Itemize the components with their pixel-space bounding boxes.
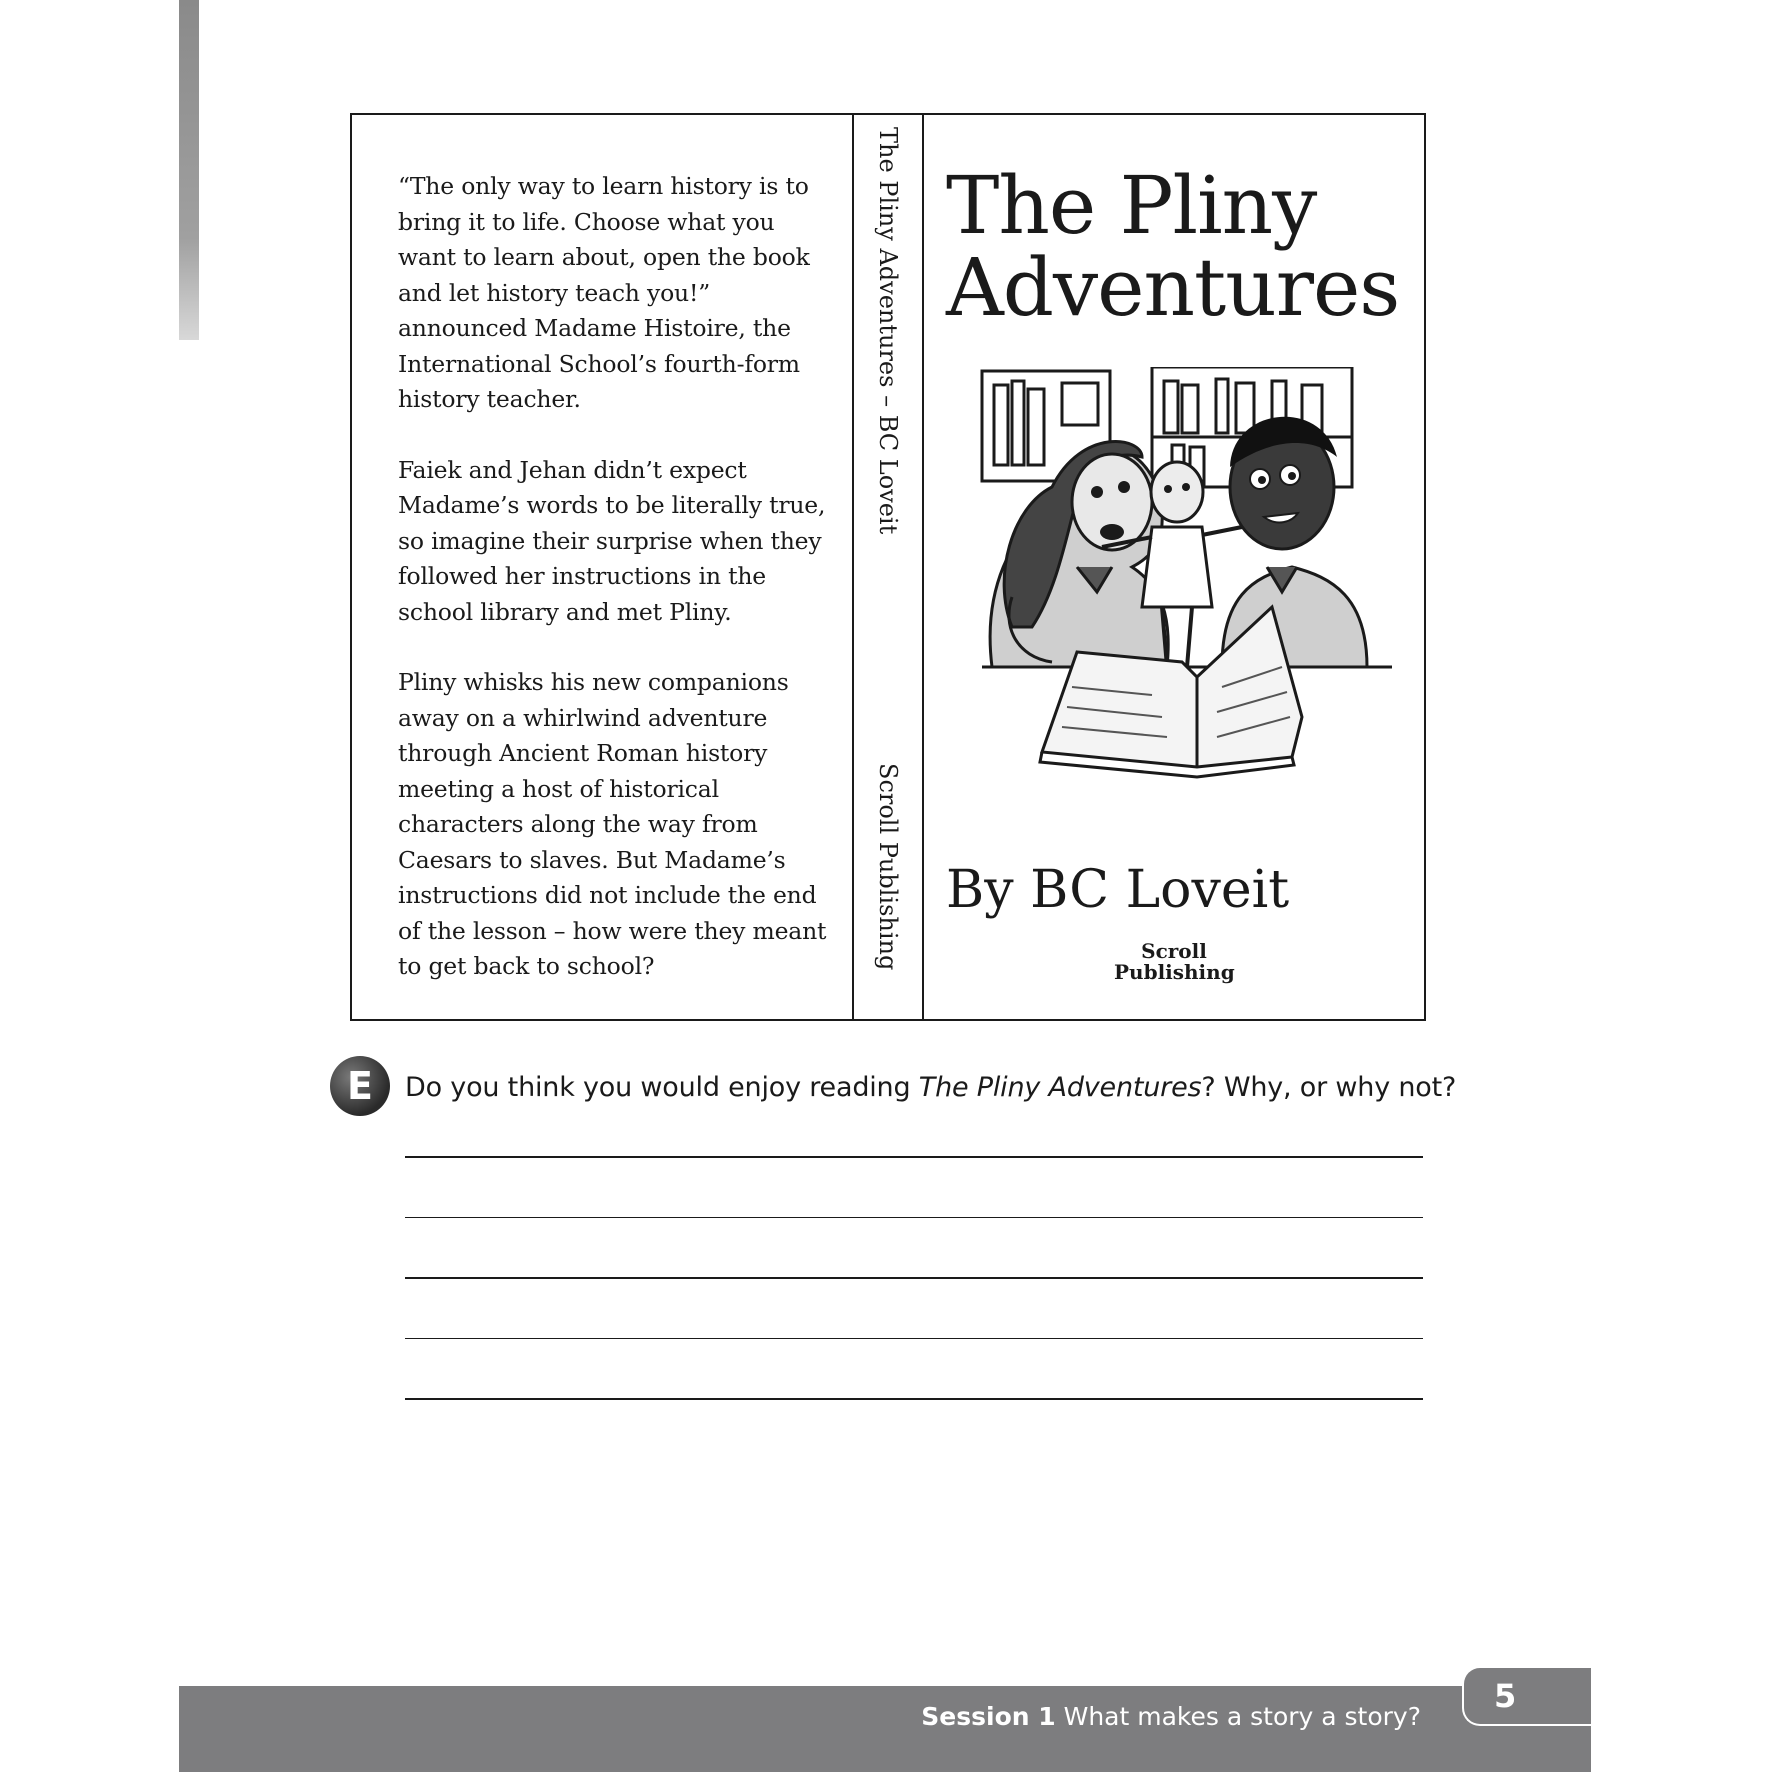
book-author: By BC Loveit	[946, 860, 1290, 920]
answer-line[interactable]	[405, 1338, 1423, 1340]
answer-line[interactable]	[405, 1217, 1423, 1219]
question-text-part: Do you think you would enjoy reading	[405, 1072, 919, 1103]
publisher-logo-line: Publishing	[1114, 960, 1235, 984]
question-book-title: The Pliny Adventures	[918, 1072, 1202, 1103]
book-title-line: The Pliny	[946, 159, 1317, 252]
blurb-paragraph: Pliny whisks his new companions away on a whirlwind adventure through Ancient Roman history meeting a host of historical characters along the way from Caesars to slaves. But Madame’s instructions did not include the end of the lesson – how were they meant to get back to school?	[398, 668, 827, 980]
question-text	[405, 1072, 1456, 1103]
session-label: Session 1	[921, 1702, 1056, 1731]
publisher-logo	[1114, 941, 1234, 983]
front-cover	[924, 115, 1424, 1019]
answer-line[interactable]	[405, 1398, 1423, 1400]
back-cover	[352, 115, 854, 1019]
question-e	[330, 1056, 1457, 1116]
side-accent-bar	[179, 0, 199, 340]
book-cover	[350, 113, 1426, 1021]
spine-title: The Pliny Adventures – BC Loveit	[874, 127, 902, 535]
answer-line[interactable]	[405, 1156, 1423, 1158]
answer-area[interactable]	[405, 1156, 1423, 1459]
book-title	[946, 159, 1400, 334]
session-title: What makes a story a story?	[1063, 1702, 1421, 1731]
spine-publisher: Scroll Publishing	[874, 763, 902, 971]
blurb-paragraph: Faiek and Jehan didn’t expect Madame’s words to be literally true, so imagine their surprise when they followed her instructions in the school library and met Pliny.	[398, 455, 826, 626]
book-spine	[854, 115, 924, 1019]
question-badge-icon: E	[330, 1056, 390, 1116]
footer-bar	[179, 1686, 1591, 1772]
answer-line[interactable]	[405, 1277, 1423, 1279]
blurb-paragraph: “The only way to learn history is to bring it to life. Choose what you want to learn about, open the book and let history teach you!” announced Madame Histoire, the International School’s fourth-form history teacher.	[398, 172, 810, 413]
blurb	[398, 169, 832, 985]
question-text-part: ? Why, or why not?	[1201, 1072, 1457, 1103]
footer-session	[921, 1702, 1421, 1731]
book-title-line: Adventures	[946, 241, 1400, 334]
cover-illustration	[972, 367, 1412, 787]
publisher-logo-line: Scroll	[1141, 939, 1207, 963]
page-number: 5	[1462, 1666, 1591, 1726]
